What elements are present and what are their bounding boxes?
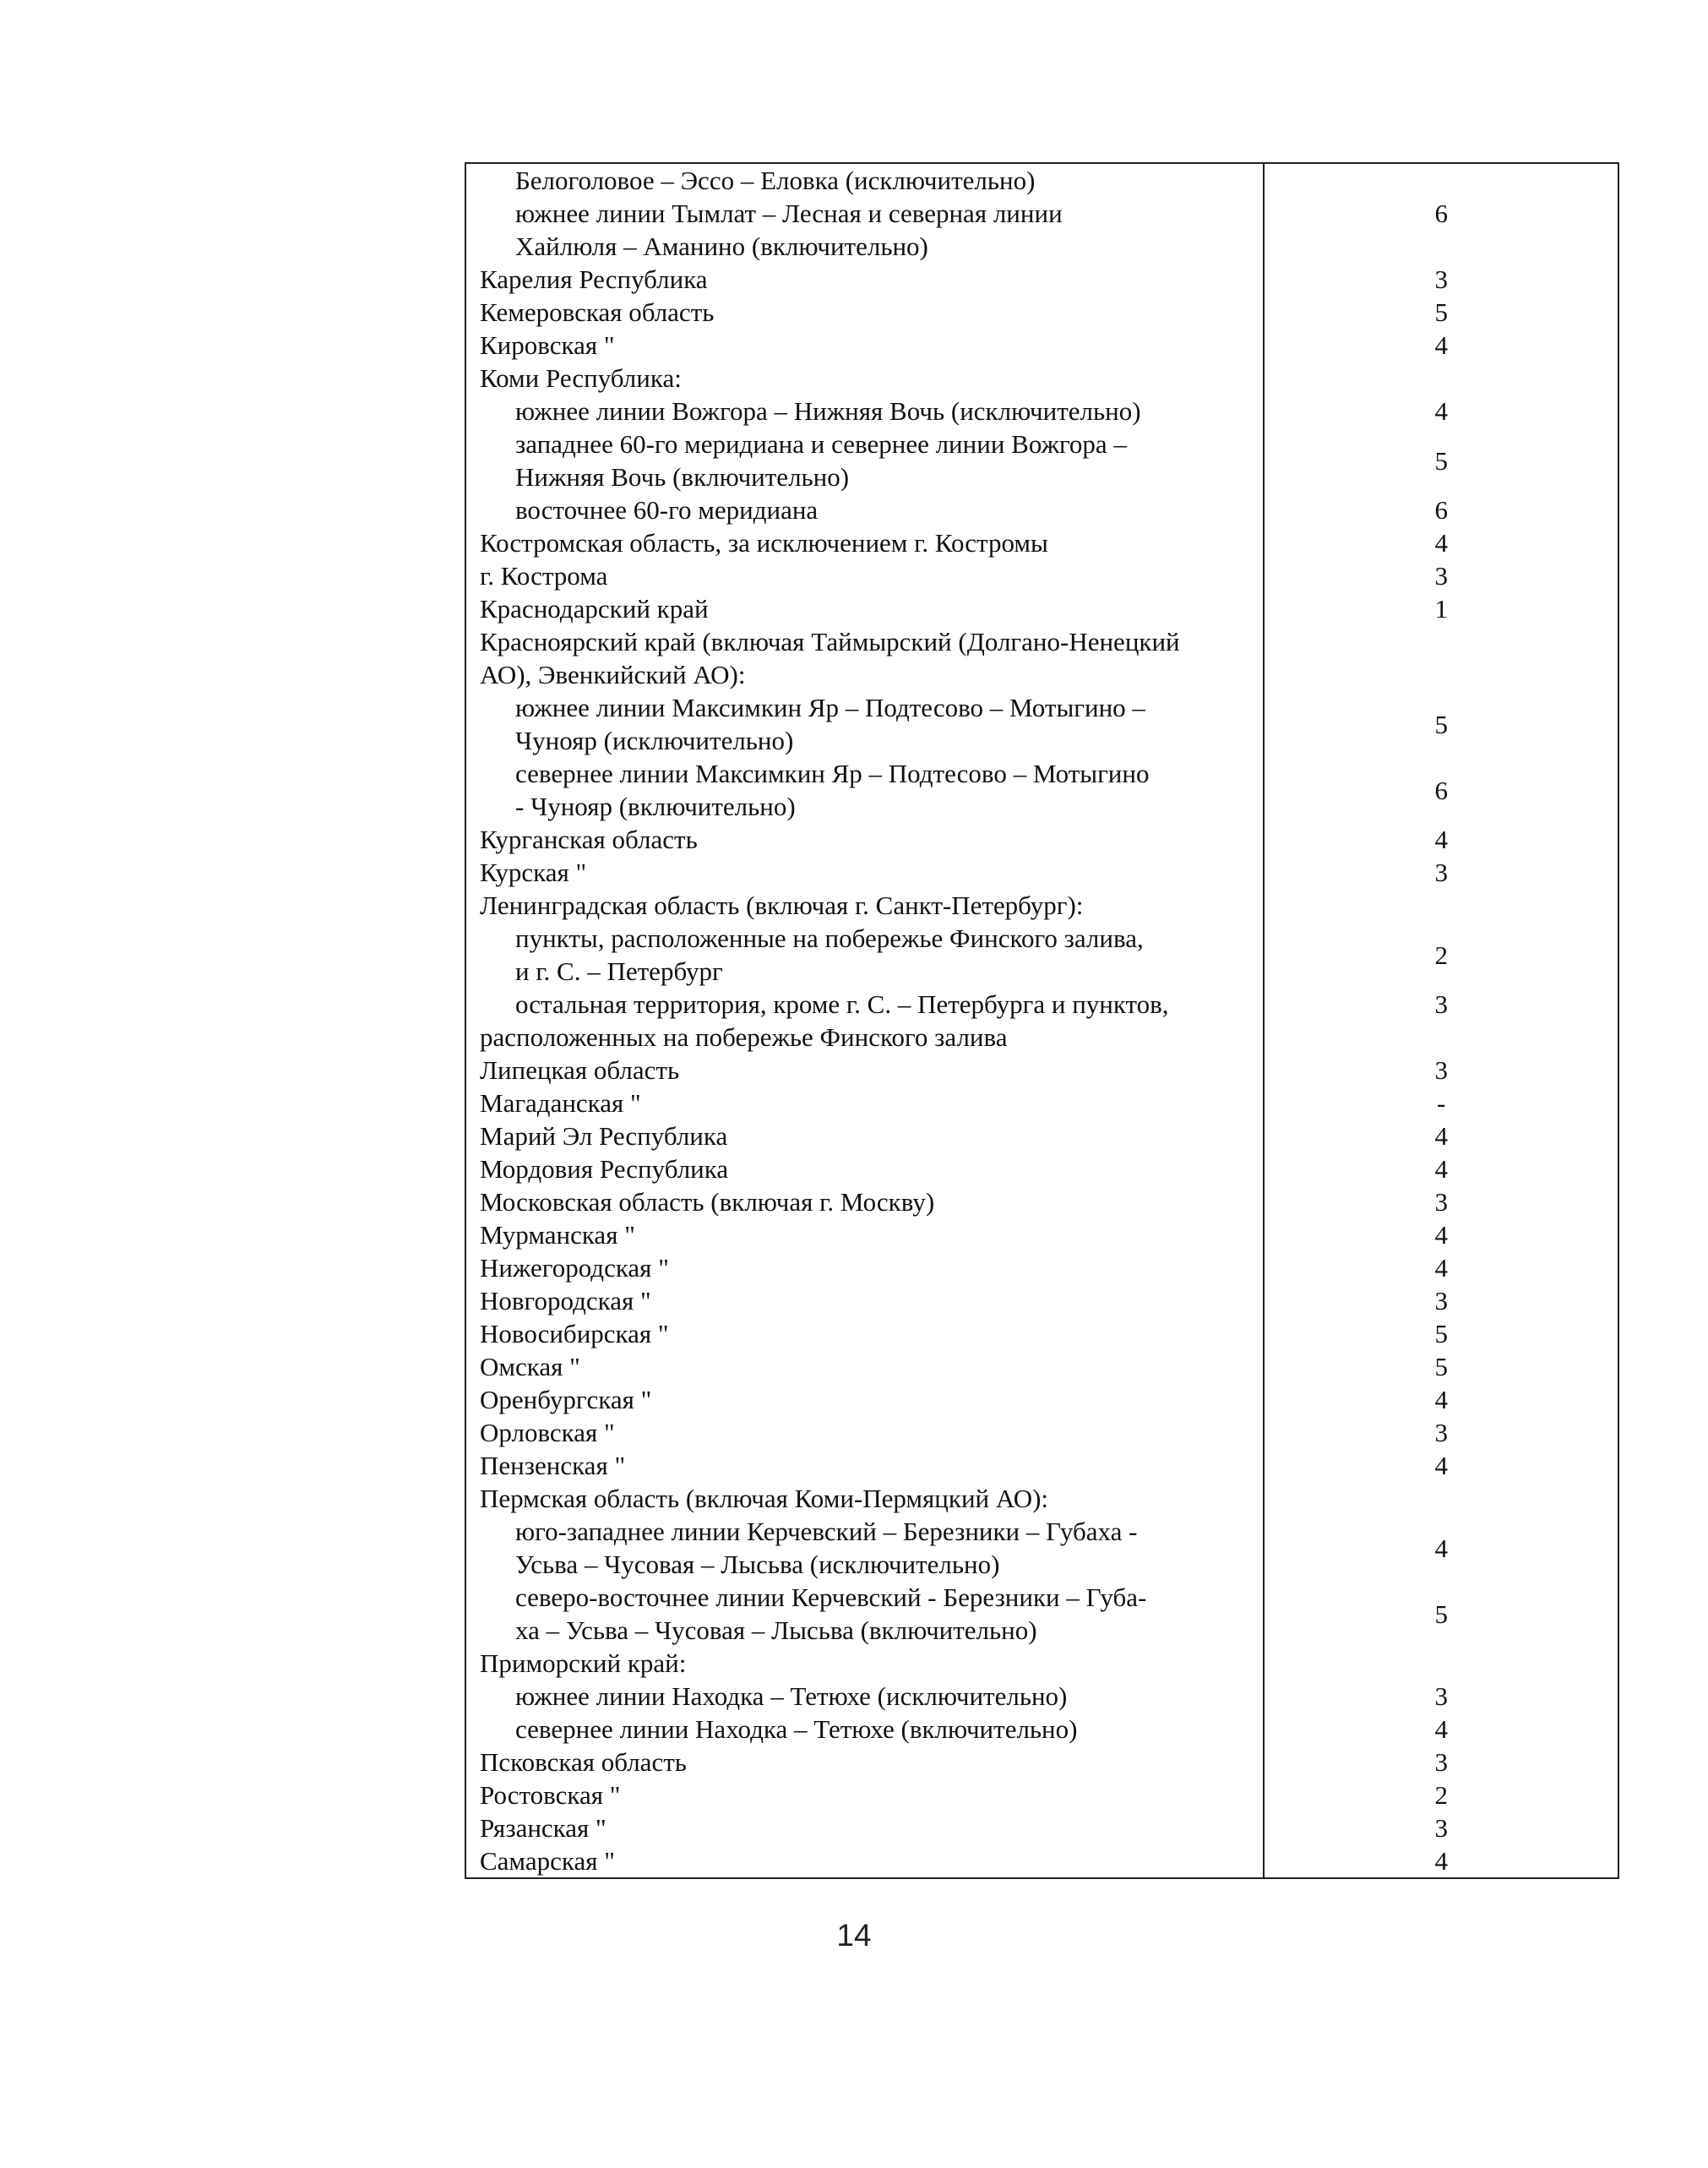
region-name-line: Марий Эл Республика — [480, 1121, 728, 1151]
table-row — [465, 296, 1618, 329]
table-row — [465, 856, 1618, 889]
region-name-line: Мордовия Республика — [480, 1154, 729, 1184]
table-row — [465, 1844, 1618, 1878]
region-value-cell: 3 — [1264, 1416, 1618, 1449]
region-value-cell: 4 — [1264, 1383, 1618, 1416]
table-row — [465, 757, 1618, 823]
region-name-line: Нижняя Вочь (включительно) — [515, 462, 850, 492]
table-row — [465, 1284, 1618, 1317]
region-name-line: Московская область (включая г. Москву) — [480, 1187, 935, 1217]
region-value-cell: 3 — [1264, 1054, 1618, 1087]
region-value-cell: 2 — [1264, 922, 1618, 988]
region-name-cell — [465, 922, 1264, 988]
region-name-line: Пермская область (включая Коми-Пермяцкий АО): — [480, 1484, 1049, 1513]
region-value-cell: 6 — [1264, 493, 1618, 526]
region-name-line: западнее 60-го меридиана и севернее линии Вожгора – — [515, 429, 1127, 459]
region-name-cell — [465, 1251, 1264, 1284]
region-value-cell: 3 — [1264, 1811, 1618, 1844]
table-row — [465, 1383, 1618, 1416]
table-row — [465, 1317, 1618, 1350]
region-value-cell — [1264, 362, 1618, 395]
table-row — [465, 889, 1618, 922]
table-row — [465, 1251, 1618, 1284]
region-name-line: Липецкая область — [480, 1055, 680, 1085]
region-name-line: Рязанская " — [480, 1813, 607, 1843]
table-row — [465, 1119, 1618, 1152]
region-name-cell — [465, 1713, 1264, 1746]
region-name-line: Карелия Республика — [480, 264, 708, 294]
region-name-line: ха – Усьва – Чусовая – Лысьва (включительно) — [515, 1615, 1037, 1645]
table-row — [465, 1713, 1618, 1746]
region-name-line: восточнее 60-го меридиана — [515, 495, 819, 525]
region-name-line: Орловская " — [480, 1418, 615, 1447]
region-value-cell — [1264, 1482, 1618, 1515]
table-row — [465, 362, 1618, 395]
table-row — [465, 163, 1618, 263]
region-value-cell: 3 — [1264, 263, 1618, 296]
region-name-line: Усьва – Чусовая – Лысьва (исключительно) — [515, 1550, 1000, 1579]
region-value-cell — [1264, 889, 1618, 922]
table-row — [465, 691, 1618, 757]
region-name-cell — [465, 362, 1264, 395]
region-name-line: Магаданская " — [480, 1088, 641, 1118]
region-value-cell: 3 — [1264, 559, 1618, 592]
regions-table — [465, 162, 1619, 1879]
region-value-cell: 4 — [1264, 395, 1618, 428]
region-name-line: южнее линии Находка – Тетюхе (исключительно) — [515, 1681, 1068, 1711]
region-name-line: Самарская " — [480, 1846, 615, 1876]
region-name-line: южнее линии Максимкин Яр – Подтесово – Мотыгино – — [515, 693, 1145, 722]
region-name-line: Курская " — [480, 858, 587, 887]
table-row — [465, 625, 1618, 691]
region-value-cell: 5 — [1264, 1581, 1618, 1647]
region-name-line: Красноярский край (включая Таймырский (Долгано-Ненецкий — [480, 627, 1180, 656]
region-value-cell: 3 — [1264, 1746, 1618, 1779]
region-value-cell: 5 — [1264, 691, 1618, 757]
region-name-cell — [465, 1119, 1264, 1152]
region-name-cell — [465, 493, 1264, 526]
region-name-cell — [465, 1581, 1264, 1647]
region-name-cell — [465, 1317, 1264, 1350]
region-name-line: Курганская область — [480, 825, 698, 854]
table-row — [465, 395, 1618, 428]
table-row — [465, 1087, 1618, 1119]
region-name-line: Ростовская " — [480, 1780, 621, 1810]
region-name-line: Коми Республика: — [480, 363, 682, 393]
table-row — [465, 1581, 1618, 1647]
table-row — [465, 1482, 1618, 1515]
table-row — [465, 823, 1618, 856]
region-value-cell: 3 — [1264, 988, 1618, 1021]
region-value-cell: 4 — [1264, 1119, 1618, 1152]
region-name-cell — [465, 1779, 1264, 1811]
region-value-cell: 4 — [1264, 1449, 1618, 1482]
region-name-cell — [465, 988, 1264, 1021]
region-value-cell: 3 — [1264, 1185, 1618, 1218]
table-row — [465, 1811, 1618, 1844]
region-name-line: южнее линии Вожгора – Нижняя Вочь (исключительно) — [515, 396, 1141, 426]
region-value-cell: 5 — [1264, 296, 1618, 329]
region-value-cell: 4 — [1264, 1844, 1618, 1878]
region-name-cell — [465, 1185, 1264, 1218]
region-name-line: Омская " — [480, 1352, 580, 1381]
region-name-line: Чунояр (исключительно) — [515, 726, 794, 755]
region-name-line: южнее линии Тымлат – Лесная и северная линии — [515, 199, 1063, 228]
region-name-line: Пензенская " — [480, 1451, 626, 1480]
region-name-cell — [465, 395, 1264, 428]
table-row — [465, 1647, 1618, 1680]
table-row — [465, 263, 1618, 296]
region-name-cell — [465, 691, 1264, 757]
region-name-line: Белоголовое – Эссо – Еловка (исключительно) — [515, 166, 1036, 195]
region-value-cell: 3 — [1264, 856, 1618, 889]
region-name-line: расположенных на побережье Финского залива — [480, 1022, 1008, 1052]
region-value-cell — [1264, 1647, 1618, 1680]
region-name-cell — [465, 1844, 1264, 1878]
table-body — [465, 163, 1618, 1878]
region-name-line: Краснодарский край — [480, 594, 709, 624]
region-name-cell — [465, 1482, 1264, 1515]
table-row — [465, 988, 1618, 1021]
region-name-cell — [465, 1746, 1264, 1779]
region-name-line: севернее линии Максимкин Яр – Подтесово – Мотыгино — [515, 759, 1150, 788]
table-row — [465, 922, 1618, 988]
region-name-cell — [465, 1054, 1264, 1087]
table-row — [465, 493, 1618, 526]
region-name-cell — [465, 1515, 1264, 1581]
region-value-cell: 5 — [1264, 1350, 1618, 1383]
region-name-line: - Чунояр (включительно) — [515, 792, 796, 821]
table-row — [465, 1152, 1618, 1185]
region-value-cell — [1264, 1021, 1618, 1054]
region-value-cell: 3 — [1264, 1284, 1618, 1317]
table-row — [465, 1021, 1618, 1054]
region-name-line: Оренбургская " — [480, 1385, 652, 1414]
region-value-cell: 5 — [1264, 1317, 1618, 1350]
region-value-cell: 2 — [1264, 1779, 1618, 1811]
region-name-cell — [465, 1152, 1264, 1185]
region-value-cell: 4 — [1264, 1218, 1618, 1251]
region-name-cell — [465, 856, 1264, 889]
region-name-line: АО), Эвенкийский АО): — [480, 660, 746, 689]
region-name-cell — [465, 1416, 1264, 1449]
table-row — [465, 428, 1618, 493]
region-value-cell: 4 — [1264, 1515, 1618, 1581]
region-value-cell: 4 — [1264, 1152, 1618, 1185]
region-name-cell — [465, 1021, 1264, 1054]
region-value-cell: - — [1264, 1087, 1618, 1119]
table-row — [465, 1515, 1618, 1581]
page-number: 14 — [836, 1918, 872, 1953]
table-row — [465, 1779, 1618, 1811]
table-row — [465, 526, 1618, 559]
region-name-cell — [465, 823, 1264, 856]
region-name-line: Хайлюля – Аманино (включительно) — [515, 232, 928, 261]
region-name-cell — [465, 757, 1264, 823]
region-name-line: Новосибирская " — [480, 1319, 669, 1348]
region-name-cell — [465, 1449, 1264, 1482]
region-name-cell — [465, 625, 1264, 691]
region-name-cell — [465, 592, 1264, 625]
region-name-line: г. Кострома — [480, 561, 608, 591]
region-name-cell — [465, 889, 1264, 922]
region-name-cell — [465, 1087, 1264, 1119]
region-name-cell — [465, 428, 1264, 493]
region-value-cell: 5 — [1264, 428, 1618, 493]
table-row — [465, 1449, 1618, 1482]
region-name-cell — [465, 1284, 1264, 1317]
region-name-line: юго-западнее линии Керчевский – Березники – Губаха - — [515, 1517, 1138, 1546]
region-name-cell — [465, 526, 1264, 559]
region-name-line: Псковская область — [480, 1747, 687, 1777]
table-row — [465, 559, 1618, 592]
region-name-line: Кемеровская область — [480, 297, 715, 327]
region-value-cell: 3 — [1264, 1680, 1618, 1713]
table-row — [465, 1416, 1618, 1449]
region-name-line: Костромская область, за исключением г. Костромы — [480, 528, 1048, 558]
region-name-cell — [465, 1350, 1264, 1383]
region-name-line: северо-восточнее линии Керчевский - Березники – Губа- — [515, 1582, 1147, 1612]
region-value-cell: 1 — [1264, 592, 1618, 625]
region-value-cell: 4 — [1264, 823, 1618, 856]
region-name-line: пункты, расположенные на побережье Финского залива, — [515, 923, 1144, 953]
region-name-line: севернее линии Находка – Тетюхе (включительно) — [515, 1714, 1078, 1744]
region-name-cell — [465, 559, 1264, 592]
region-value-cell: 4 — [1264, 1713, 1618, 1746]
region-value-cell: 6 — [1264, 163, 1618, 263]
region-value-cell: 4 — [1264, 1251, 1618, 1284]
region-name-cell — [465, 1218, 1264, 1251]
region-name-line: и г. С. – Петербург — [515, 956, 723, 986]
region-name-line: Нижегородская " — [480, 1253, 669, 1283]
region-name-line: Ленинградская область (включая г. Санкт-Петербург): — [480, 891, 1084, 920]
region-name-cell — [465, 1811, 1264, 1844]
region-name-line: Мурманская " — [480, 1220, 635, 1250]
table-row — [465, 1054, 1618, 1087]
region-name-cell — [465, 1680, 1264, 1713]
region-name-cell — [465, 1383, 1264, 1416]
table-row — [465, 1218, 1618, 1251]
region-value-cell — [1264, 625, 1618, 691]
table-row — [465, 1746, 1618, 1779]
region-value-cell: 6 — [1264, 757, 1618, 823]
region-name-line: Кировская " — [480, 330, 615, 360]
table-row — [465, 1185, 1618, 1218]
table-row — [465, 329, 1618, 362]
region-value-cell: 4 — [1264, 526, 1618, 559]
region-name-cell — [465, 263, 1264, 296]
table-row — [465, 1680, 1618, 1713]
table-row — [465, 592, 1618, 625]
region-name-cell — [465, 163, 1264, 263]
region-name-line: Приморский край: — [480, 1648, 687, 1678]
region-value-cell: 4 — [1264, 329, 1618, 362]
region-name-cell — [465, 329, 1264, 362]
region-name-line: остальная территория, кроме г. С. – Петербурга и пунктов, — [515, 989, 1169, 1019]
table-row — [465, 1350, 1618, 1383]
region-name-cell — [465, 1647, 1264, 1680]
region-name-line: Новгородская " — [480, 1286, 651, 1316]
region-name-cell — [465, 296, 1264, 329]
